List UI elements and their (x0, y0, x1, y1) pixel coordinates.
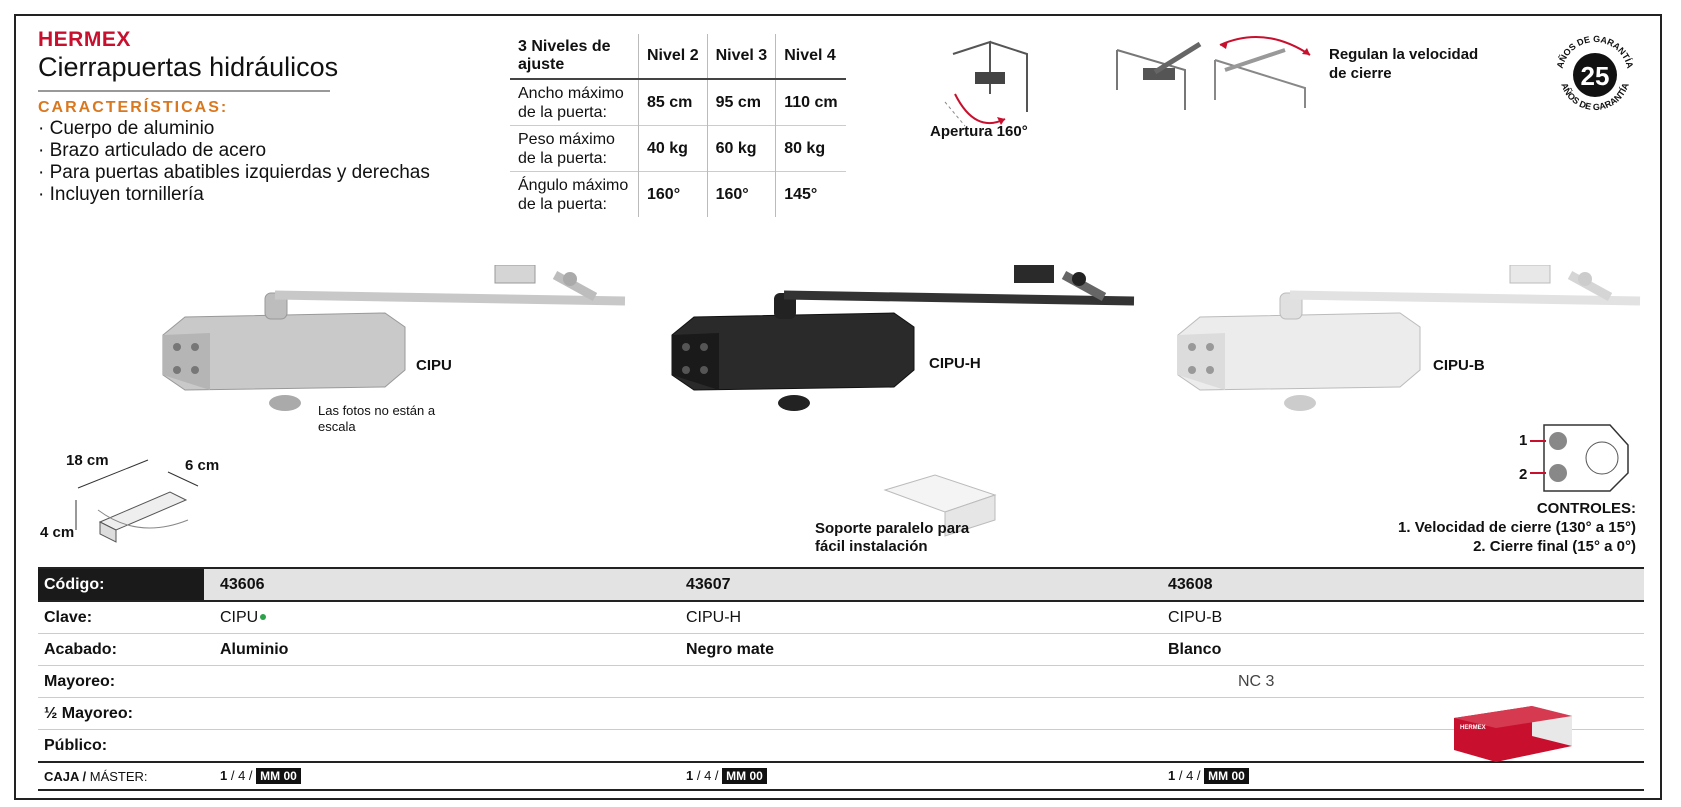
dimension-width: 6 cm (185, 457, 220, 474)
levels-cell: 95 cm (707, 79, 776, 126)
levels-table (510, 34, 846, 217)
spec-key-text: CIPU (220, 608, 259, 626)
product-label-cipu-b: CIPU-B (1433, 357, 1485, 374)
spec-label-half-wholesale: ½ Mayoreo: (38, 698, 204, 730)
brand-logo: HERMEX (38, 28, 131, 51)
bracket-caption: Soporte paralelo para fácil instalación (815, 520, 970, 555)
spec-label-code: Código: (38, 568, 204, 601)
levels-row-label: Ancho máximo de la puerta: (510, 79, 639, 126)
control-marker-2: 2 (1519, 466, 1528, 483)
spec-cell-code: 43606 (204, 568, 680, 601)
dimension-height: 4 cm (40, 524, 75, 541)
mm-badge: MM 00 (722, 768, 767, 784)
spec-row-public (38, 730, 1644, 763)
levels-row-label: Ángulo máximo de la puerta: (510, 172, 639, 218)
levels-corner: 3 Niveles de ajuste (510, 34, 639, 79)
spec-row-box (38, 762, 1644, 790)
spec-row-wholesale (38, 666, 1644, 698)
title-divider (38, 90, 330, 92)
controls-heading: CONTROLES: (1536, 500, 1636, 517)
product-label-cipu: CIPU (416, 357, 452, 374)
scale-note: Las fotos no están a escala (318, 403, 436, 434)
spec-label-public: Público: (38, 730, 204, 763)
controls-line-1: 1. Velocidad de cierre (130° a 15°) (1398, 519, 1636, 536)
master-qty: 4 (704, 768, 712, 783)
feature-item: · Cuerpo de aluminio (38, 118, 430, 140)
spec-cell-key: CIPU-H (680, 601, 1162, 634)
spec-cell-box: 1 / 4 / MM 00 (680, 762, 1162, 790)
spec-cell-key (204, 601, 680, 634)
package-brand: HERMEX (1460, 725, 1486, 731)
product-image-cipu-h (664, 265, 1144, 425)
spec-row-code (38, 568, 1644, 601)
features-heading: CARACTERÍSTICAS: (38, 99, 229, 116)
opening-diagram (935, 34, 1055, 134)
spec-cell-code: 43608 (1162, 568, 1644, 601)
dimension-length: 18 cm (66, 452, 109, 469)
levels-header: Nivel 3 (707, 34, 776, 79)
spec-cell-finish: Aluminio (204, 634, 680, 666)
spec-label-finish: Acabado: (38, 634, 204, 666)
spec-cell-half-wholesale (204, 698, 680, 730)
controls-diagram (1530, 423, 1640, 495)
spec-row-half-wholesale (38, 698, 1644, 730)
master-qty: 4 (238, 768, 246, 783)
warranty-text-bottom: AÑOS DE GARANTÍA (1559, 81, 1631, 113)
page-title: Cierrapuertas hidráulicos (38, 52, 339, 82)
spec-cell-wholesale (204, 666, 680, 698)
opening-caption: Apertura 160° (930, 123, 1028, 140)
spec-cell-finish: Negro mate (680, 634, 1162, 666)
spec-label-box: CAJA / MÁSTER: (38, 762, 204, 790)
box-qty: 1 (220, 768, 228, 783)
levels-row-label: Peso máximo de la puerta: (510, 126, 639, 172)
levels-cell: 60 kg (707, 126, 776, 172)
box-label: CAJA (44, 768, 79, 784)
spec-label-key: Clave: (38, 601, 204, 634)
control-marker-1: 1 (1519, 432, 1528, 449)
box-qty: 1 (1168, 768, 1176, 783)
box-qty: 1 (686, 768, 694, 783)
speed-diagram (1115, 30, 1325, 110)
levels-cell: 110 cm (776, 79, 846, 126)
master-label: MÁSTER: (89, 768, 148, 784)
product-image-cipu (155, 265, 635, 425)
feature-item: · Para puertas abatibles izquierdas y derechas (38, 162, 430, 184)
spec-cell-box: 1 / 4 / MM 00 (1162, 762, 1644, 790)
product-label-cipu-h: CIPU-H (929, 355, 981, 372)
warranty-text-top: AÑOS DE GARANTÍA (1554, 33, 1636, 70)
product-image-cipu-b (1170, 265, 1650, 425)
levels-cell: 85 cm (639, 79, 708, 126)
levels-cell: 40 kg (639, 126, 708, 172)
package-box-image (1452, 696, 1574, 766)
spec-cell-wholesale (680, 666, 1162, 698)
status-dot-icon (260, 614, 266, 620)
spec-row-finish (38, 634, 1644, 666)
mm-badge: MM 00 (1204, 768, 1249, 784)
spec-table (38, 567, 1644, 791)
spec-cell-wholesale (1162, 666, 1644, 698)
warranty-years: 25 (1580, 61, 1610, 91)
spec-cell-public (680, 730, 1162, 763)
levels-cell: 145° (776, 172, 846, 218)
spec-cell-key: CIPU-B (1162, 601, 1644, 634)
controls-line-2: 2. Cierre final (15° a 0°) (1473, 538, 1636, 555)
features-list (38, 118, 430, 206)
spec-cell-half-wholesale (680, 698, 1162, 730)
warranty-badge (1550, 30, 1640, 120)
mm-badge: MM 00 (256, 768, 301, 784)
feature-item: · Brazo articulado de acero (38, 140, 430, 162)
spec-cell-finish: Blanco (1162, 634, 1644, 666)
spec-cell-code: 43607 (680, 568, 1162, 601)
levels-cell: 160° (707, 172, 776, 218)
spec-cell-public (204, 730, 680, 763)
spec-label-wholesale: Mayoreo: (38, 666, 204, 698)
nc-note: NC 3 (1238, 672, 1275, 690)
levels-header: Nivel 2 (639, 34, 708, 79)
spec-row-key (38, 601, 1644, 634)
levels-cell: 160° (639, 172, 708, 218)
levels-cell: 80 kg (776, 126, 846, 172)
feature-item: · Incluyen tornillería (38, 184, 430, 206)
master-qty: 4 (1186, 768, 1194, 783)
levels-header: Nivel 4 (776, 34, 846, 79)
spec-cell-box: 1 / 4 / MM 00 (204, 762, 680, 790)
speed-caption: Regulan la velocidad de cierre (1329, 46, 1479, 82)
